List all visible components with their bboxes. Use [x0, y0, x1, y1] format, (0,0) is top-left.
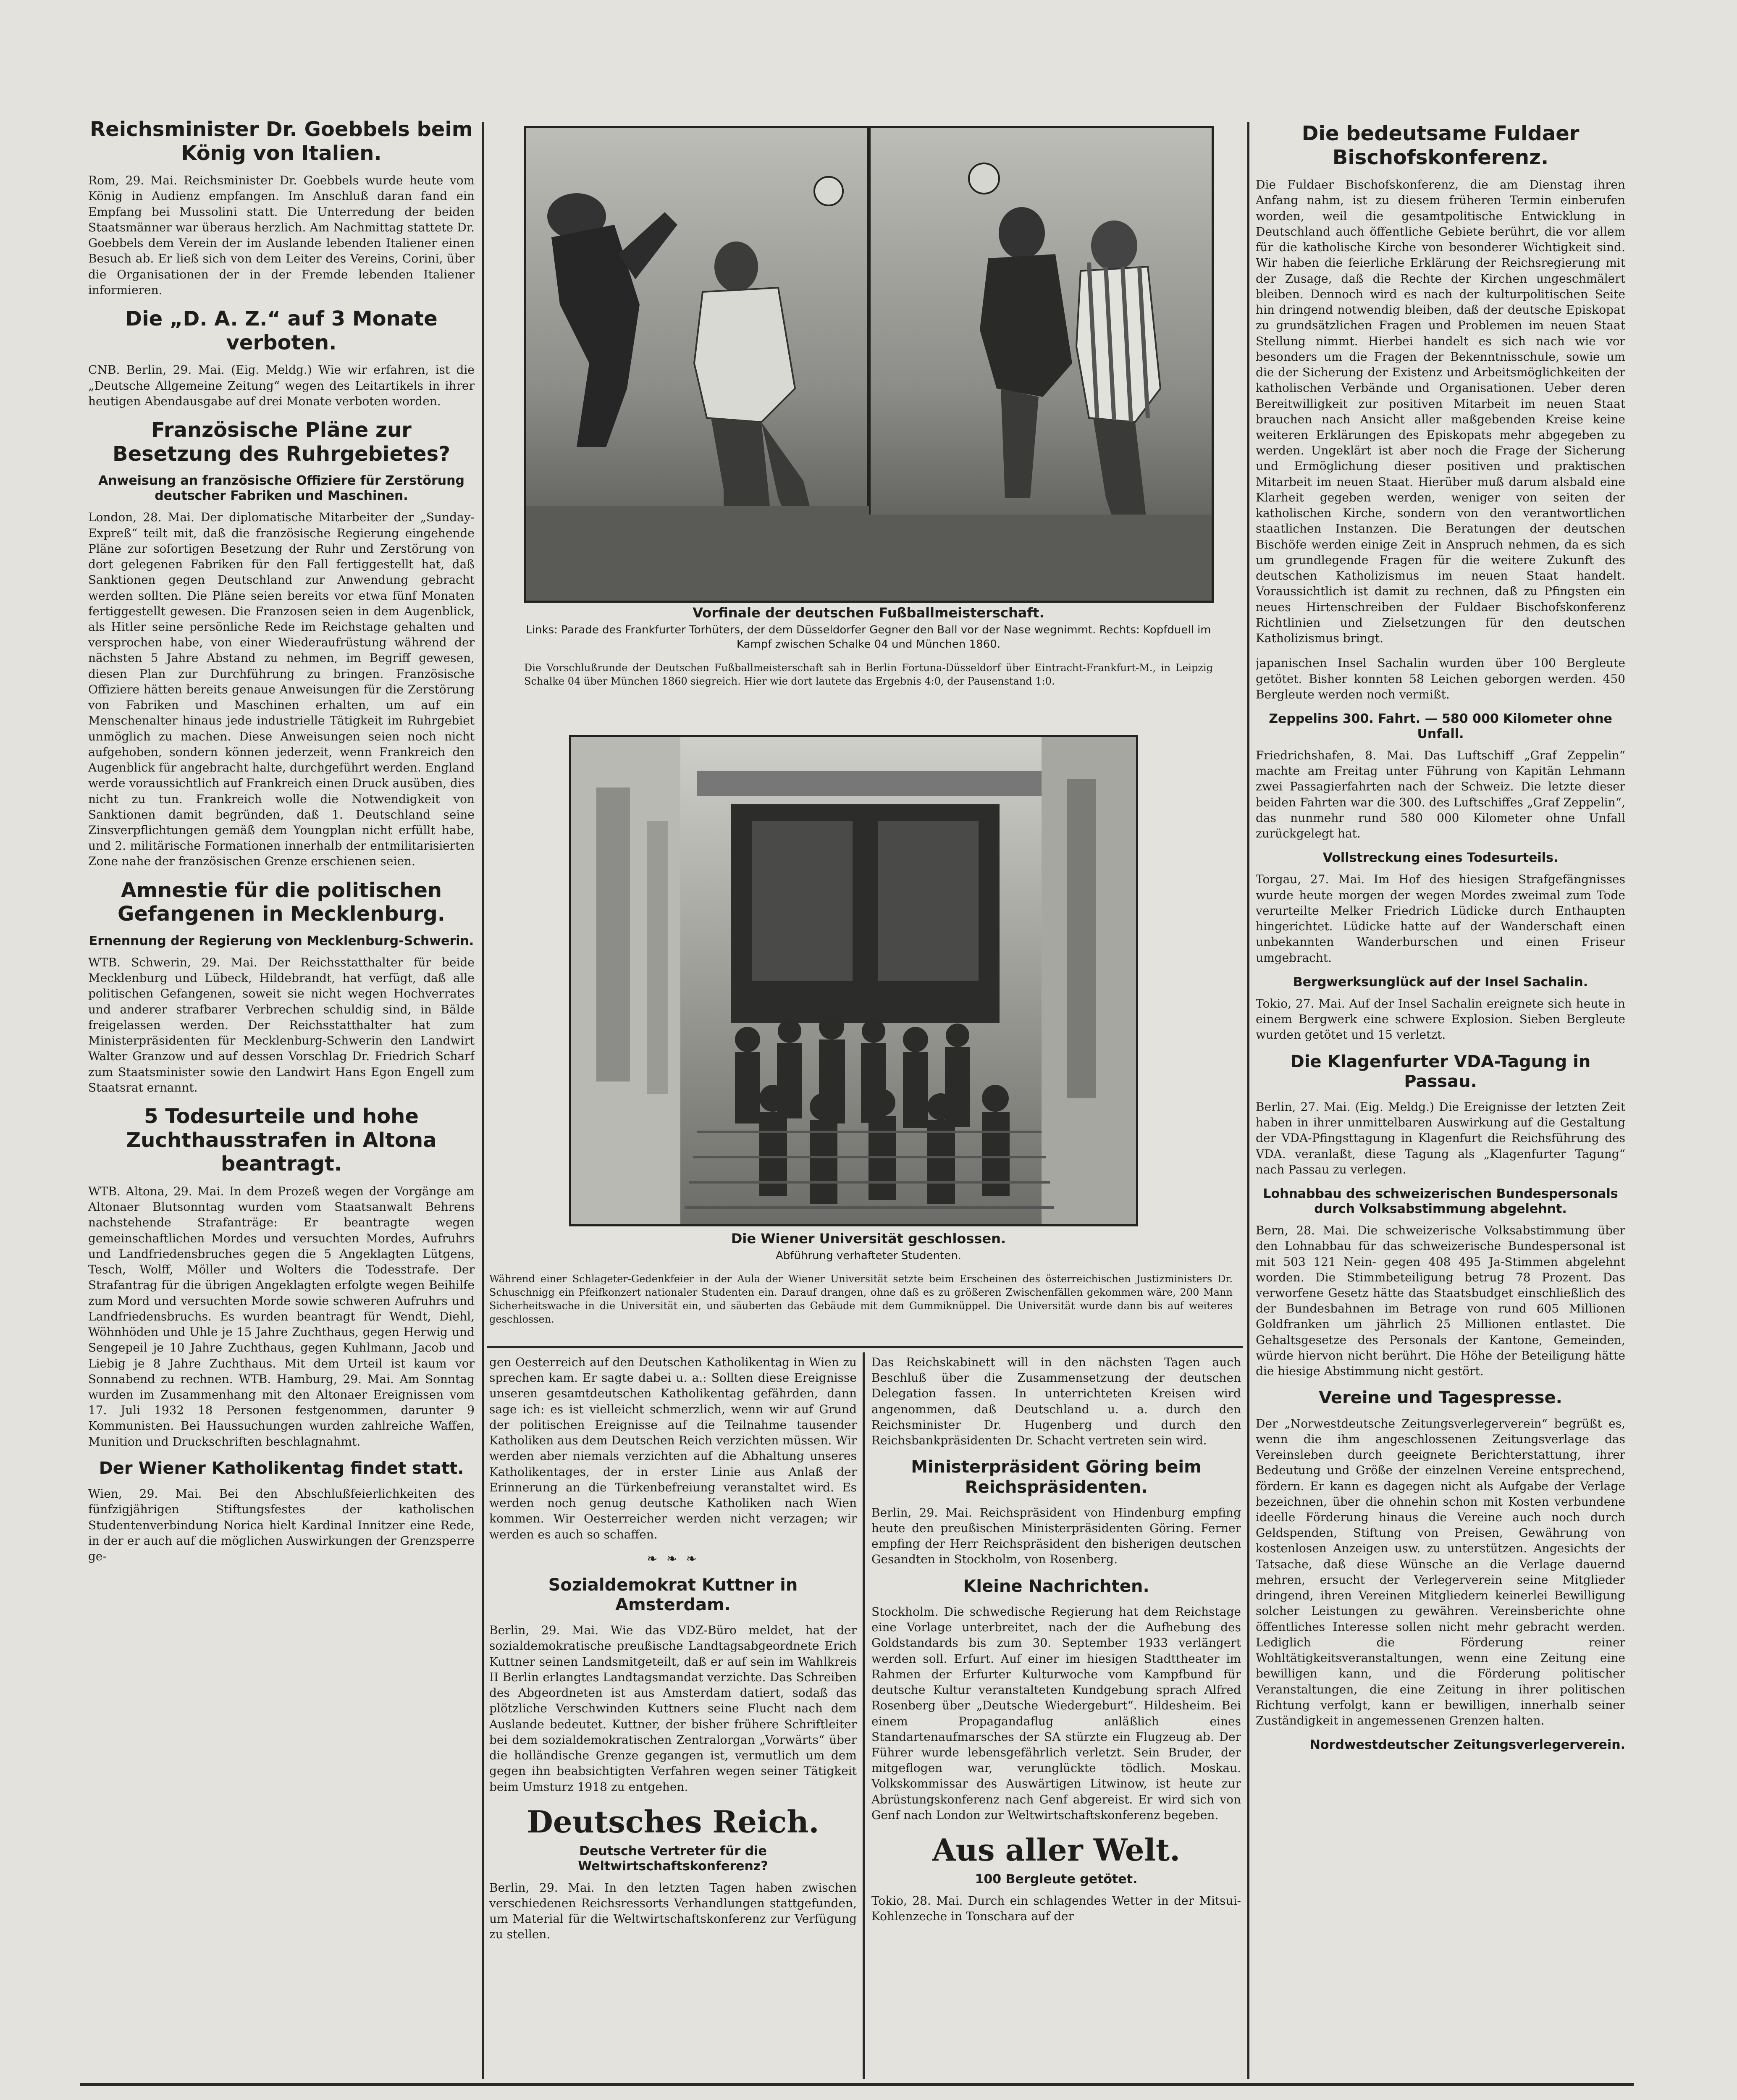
daz-body: CNB. Berlin, 29. Mai. (Eig. Meldg.) Wie wir erfahren, ist die „Deutsche Allgemeine Zeitung“ wegen des Leitartikels in ihrer heutigen Abendausgabe auf drei Monate verboten worden.: [88, 363, 475, 408]
kleine-nachrichten-body: Stockholm. Die schwedische Regierung hat dem Reichstage eine Vorlage unterbreitet, nach der die Aufhebung des Goldstandards bis zum 30. September 1933 verlängert werden soll. Erfurt. Auf einer im hiesigen Stadttheater im Rahmen der Erfurter Kulturwoche vom Kampfbund für deutsche Kultur veranstalteten Kundgebung sprach Alfred Rosenberg über „Deutsche Wiedergeburt“. Hildesheim. Bei einem Propagandaflug anläßlich eines Standartenaufmarsches der SA stürzte ein Flugzeug ab. Der Führer wurde lebensgefährlich verletzt. Sein Bruder, der mitgeflogen war, verunglückte tödlich. Moskau. Volkskommissar des Auswärtigen Litwinow, ist heute zur Abrüstungskonferenz nach Genf abgereist. Er wird sich von Genf nach London zur Weltwirtschaftskonferenz begeben.: [871, 1604, 1241, 1822]
altona-headline: 5 Todesurteile und hohe Zuchthausstrafen in Altona beantragt.: [126, 1105, 437, 1176]
vereine-signature: Nordwestdeutscher Zeitungsverlegerverein.: [1309, 1738, 1625, 1753]
amnestie-headline: Amnestie für die politischen Gefangenen in Mecklenburg.: [118, 878, 445, 926]
weltwirtschaft-body: Berlin, 29. Mai. In den letzten Tagen haben zwischen verschiedenen Reichsressorts Verhandlungen stattgefunden, um Material für die Weltwirtschaftskonferenz zur Verfügung zu stellen.: [489, 1880, 857, 1942]
goebbels-body: Rom, 29. Mai. Reichsminister Dr. Goebbels wurde heute vom König in Audienz empfangen. Im Anschluß daran fand ein Empfang bei Mussolini statt. Die Unterredung der beiden Staatsmänner war überaus herzlich. Am Nachmittag stattete Dr. Goebbels dem Verein der im Auslande lebenden Italiener einen Besuch ab. Er ließ sich von dem Leiter des Vereins, Corini, über die Organisationen der in der Fremde lebenden Italiener informieren.: [88, 173, 475, 297]
zeppelin-headline: Zeppelins 300. Fahrt. — 580 000 Kilometer ohne Unfall.: [1269, 711, 1612, 741]
football-photo: [524, 126, 1214, 603]
column-1: [88, 118, 475, 2079]
amnestie-body: WTB. Schwerin, 29. Mai. Der Reichsstatthalter für beide Mecklenburg und Lübeck, Hildebrandt, hat verfügt, daß alle politischen Gefangenen, soweit sie nicht wegen Hochverrates und anderer strafbarer Verbrechen schuldig sind, in Bälde freigelassen werden. Der Reichsstatthalter hat zum Ministerpräsidenten für Mecklenburg-Schwerin den Landwirt Walter Granzow und auf dessen Vorschlag Dr. Friedrich Scharf zum Staatsminister sowie den Landwirt Hans Egon Engell zum Staatsrat ernannt.: [88, 955, 475, 1095]
goering-body: Berlin, 29. Mai. Reichspräsident von Hindenburg empfing heute den preußischen Ministerpräsidenten Göring. Ferner empfing der Herr Reichspräsident den bisherigen deutschen Gesandten in Stockholm, von Rosenberg.: [871, 1505, 1241, 1567]
bergleute-subhead: 100 Bergleute getötet.: [975, 1872, 1138, 1887]
column-rule: [482, 122, 484, 2079]
goebbels-headline: Reichsminister Dr. Goebbels beim König von Italien.: [90, 118, 473, 165]
football-caption-title: Vorfinale der deutschen Fußballmeisterschaft.: [693, 605, 1044, 621]
caption-rule: [487, 1346, 1243, 1348]
katholikentag-continuation: gen Oesterreich auf den Deutschen Katholikentag in Wien zu sprechen kam. Er sagte dabei u. a.: Sollten diese Ereignisse unseren gesamtdeutschen Katholikentag gefährden, dann sage ich: es ist vielleicht schmerzlich, wenn wir auf Grund der politischen Ereignisse auf die Teilnahme tausender Katholiken aus dem Deutschen Reich verzichten müssen. Wir werden aber niemals verzichten auf die Abhaltung unseres Katholikentages, der in erster Linie aus Anlaß der Erinnerung an die Türkenbefreiung veranstaltet wird. Es werden noch genug deutsche Katholiken nach Wien kommen. Wir Oesterreicher werden nicht verzagen; wir werden es auch so schaffen.: [489, 1355, 857, 1541]
column-3: [871, 1354, 1241, 2077]
ruhr-body: London, 28. Mai. Der diplomatische Mitarbeiter der „Sunday-Expreß“ teilt mit, daß die französische Regierung eingehende Pläne zur sofortigen Besetzung der Ruhr und Zerstörung von dort gelegenen Fabriken für den Fall fertiggestellt hat, daß Sanktionen gegen Deutschland zur Anwendung gebracht werden sollten. Die Pläne seien bereits vor etwa fünf Monaten fertiggestellt gewesen. Die Franzosen seien in dem Augenblick, als Hitler seine persönliche Rede im Reichstage gehalten und versprochen habe, von einer Wiederaufrüstung während der nächsten 5 Jahre Abstand zu nehmen, im Begriff gewesen, diesen Plan zur Durchführung zu bringen. Französische Offiziere hätten bereits genaue Anweisungen für die Zerstörung von Fabriken und Maschinen erhalten, um auf ein Menschenalter hinaus jede industrielle Tätigkeit im Ruhrgebiet unmöglich zu machen. Diese Anweisungen seien noch nicht aufgehoben, sondern können jederzeit, wenn Frankreich den Augenblick für angebracht halte, durchgeführt werden. England werde voraussichtlich auf Frankreich einen Druck ausüben, dies nicht zu tun. Frankreich wolle die Notwendigkeit von Sanktionen damit begründen, daß 1. Deutschland seine Zinsverpflichtungen gemäß dem Youngplan nicht erfüllt habe, und 2. militärische Formationen innerhalb der entmilitarisierten Zone nahe der französischen Grenze erschienen seien.: [88, 510, 475, 869]
vereine-body: Der „Norwestdeutsche Zeitungsverlegerverein“ begrüßt es, wenn die ihm angeschlossenen Zeitungsverlage das Vereinsleben durch geeignete Berichterstattung, ihrer Bedeutung und Größe der einzelnen Vereine entsprechend, fördern. Er kann es dagegen nicht als Aufgabe der Verlage bezeichnen, über die ohnehin schon mit Kosten verbundene ideelle Förderung hinaus die Vereine auch noch durch Geldspenden, Stiftung von Preisen, Gewährung von kostenlosen Anzeigen usw. zu unterstützen. Angesichts der Tatsache, daß diese Wünsche an die Verlage dauernd mehren, ersucht der Verlegerverein seine Mitglieder dringend, ihren Vereinen Mitgliedern keinerlei Bewilligung solcher Leistungen zu gewähren. Vereinsberichte ohne öffentliches Interesse sollen nicht mehr gebracht werden. Lediglich die Förderung reiner Wohltätigkeitsveranstaltungen, wenn eine Zeitung eine bewilligen kann, und die Förderung politischer Veranstaltungen, die eine Zeitung in ihrer politischen Richtung verfolgt, kann er bewilligen, innerhalb seiner Zuständigkeit in angemessenen Grenzen halten.: [1256, 1416, 1625, 1728]
kleine-nachrichten-headline: Kleine Nachrichten.: [963, 1576, 1149, 1596]
column-2: [489, 1354, 857, 2077]
aus-aller-welt-title: Aus aller Welt.: [932, 1832, 1181, 1868]
vda-body: Berlin, 27. Mai. (Eig. Meldg.) Die Ereignisse der letzten Zeit haben in ihrer unmittelbaren Auswirkung auf die Gestaltung der VDA-Pfingsttagung in Klagenfurt die Reichsführung des VDA. veranlaßt, diese Tagung als „Klagenfurter Tagung“ nach Passau zu verlegen.: [1256, 1100, 1625, 1176]
todesurteil-headline: Vollstreckung eines Todesurteils.: [1322, 850, 1559, 866]
ornament-divider: ❧ ❧ ❧: [647, 1551, 699, 1566]
ruhr-headline: Französische Pläne zur Besetzung des Ruhrgebietes?: [113, 418, 450, 466]
football-photo-image: [526, 128, 1212, 601]
lohnabbau-body: Bern, 28. Mai. Die schweizerische Volksabstimmung über den Lohnabbau für das schweizerische Bundespersonal ist mit 503 121 Nein- gegen 408 495 Ja-Stimmen abgelehnt worden. Die Stimmbeteiligung betrug 78 Prozent. Das verworfene Gesetz hätte das Staatsbudget einschließlich des der Bundesbahnen im Betrage von rund 605 Millionen Goldfranken um jährlich 25 Millionen entlastet. Die Gehaltsgesetze des Personals der Kantone, Gemeinden, würde hiervon nicht berührt. Die Höhe der Beteiligung hätte die hiesige Abstimmung nicht gestört.: [1256, 1223, 1625, 1378]
zeppelin-body: Friedrichshafen, 8. Mai. Das Luftschiff „Graf Zeppelin“ machte am Freitag unter Führung von Kapitän Lehmann zwei Passagierfahrten nach der Schweiz. Die letzte dieser beiden Fahrten war die 300. des Luftschiffes „Graf Zeppelin“, das nunmehr rund 580 000 Kilometer ohne Unfall zurückgelegt hat.: [1256, 748, 1625, 841]
bergwerksunglueck-headline: Bergwerksunglück auf der Insel Sachalin.: [1293, 974, 1588, 990]
column-4: [1256, 122, 1625, 2079]
bergleute-body: Tokio, 28. Mai. Durch ein schlagendes Wetter in der Mitsui-Kohlenzeche in Tonschara auf der: [871, 1894, 1241, 1924]
university-photo: [569, 735, 1138, 1226]
sachalin-continuation: japanischen Insel Sachalin wurden über 100 Bergleute getötet. Bisher konnten 58 Leichen geborgen werden. 450 Bergleute werden noch vermißt.: [1256, 656, 1625, 701]
university-caption-title: Die Wiener Universität geschlossen.: [731, 1231, 1006, 1247]
column-rule: [1247, 122, 1249, 2079]
bergwerksunglueck-body: Tokio, 27. Mai. Auf der Insel Sachalin ereignete sich heute in einem Bergwerk eine schwere Explosion. Sieben Bergleute wurden getötet und 15 verletzt.: [1256, 996, 1625, 1042]
kuttner-body: Berlin, 29. Mai. Wie das VDZ-Büro meldet, hat der sozialdemokratische preußische Landtagsabgeordnete Erich Kuttner seinen Landsmitgeteilt, daß er auf sein im Wahlkreis II Berlin erlangtes Landtagsmandat verzichte. Das Schreiben des Abgeordneten ist aus Amsterdam datiert, sodaß das plötzliche Verschwinden Kuttners seine Flucht nach dem Auslande bedeutet. Kuttner, der bisher frühere Schriftleiter bei dem sozialdemokratischen Zentralorgan „Vorwärts“ über die holländische Grenze gegangen ist, vermutlich um dem gegen ihn beabsichtigten Verfahren wegen seiner Tätigkeit beim Umsturz 1918 zu entgehen.: [489, 1623, 857, 1794]
fulda-headline: Die bedeutsame Fuldaer Bischofskonferenz.: [1301, 122, 1580, 169]
weltwirtschaft-continuation: Das Reichskabinett will in den nächsten Tagen auch Beschluß über die Zusammensetzung der deutschen Delegation fassen. In unterrichteten Kreisen wird angenommen, daß Deutschland u. a. durch den Reichsminister Dr. Hugenberg und durch den Reichsbankpräsidenten Dr. Schacht vertreten sein wird.: [871, 1355, 1241, 1448]
daz-headline: Die „D. A. Z.“ auf 3 Monate verboten.: [125, 307, 438, 354]
katholikentag-headline: Der Wiener Katholikentag findet statt.: [99, 1458, 464, 1478]
todesurteil-body: Torgau, 27. Mai. Im Hof des hiesigen Strafgefängnisses wurde heute morgen der wegen Mordes zweimal zum Tode verurteilte Melker Friedrich Lüdicke durch Enthaupten hingerichtet. Lüdicke hatte auf der Wanderschaft einen unbekannten Wanderburschen und einen Friseur umgebracht.: [1256, 872, 1625, 965]
university-caption-subtitle: Abführung verhafteter Studenten.: [776, 1250, 961, 1262]
fulda-body: Die Fuldaer Bischofskonferenz, die am Dienstag ihren Anfang nahm, ist zu diesem früheren Termin einberufen worden, weil die gesamtpolitische Entwicklung in Deutschland auch öffentliche Gebiete berührt, die vor allem für die katholische Kirche von besonderer Wichtigkeit sind. Wir haben die feierliche Erklärung der Reichsregierung mit der Zusage, daß die Rechte der Kirchen ungeschmälert bleiben. Dennoch wird es nach der kulturpolitischen Seite hin dringend notwendig bleiben, daß der deutsche Episkopat zu grundsätzlichen Fragen und Problemen im neuen Staat Stellung nimmt. Hierbei handelt es sich nach wie vor besonders um die Fragen der Bekenntnisschule, sowie um die der Sicherung der Existenz und Arbeitsmöglichkeiten der katholischen Verbände und Organisationen. Ueber deren Bereitwilligkeit zur positiven Mitarbeit im neuen Staat brauchen nach Ansicht aller maßgebenden Kreise keine weiteren Erklärungen des Episkopats mehr abgegeben zu werden. Ungeklärt ist aber noch die Frage der Sicherung und Ermöglichung dieser positiven und praktischen Mitarbeit im neuen Staat. Hierüber muß darum alsbald eine Klarheit gegeben werden, weniger von seiten der katholischen Kirche, sondern von den verantwortlichen staatlichen Instanzen. Die Beratungen der deutschen Bischöfe werden einige Zeit in Anspruch nehmen, da es sich um grundlegende Fragen für die weitere Zukunft des deutschen Katholizismus im neuen Staat handelt. Voraussichtlich ist damit zu rechnen, daß zu Pfingsten ein neues Hirtenschreiben der Fuldaer Bischofskonferenz Richtlinien und Zielsetzungen für den deutschen Katholizismus bringt.: [1256, 178, 1625, 646]
column-rule: [863, 1352, 865, 2079]
katholikentag-body: Wien, 29. Mai. Bei den Abschlußfeierlichkeiten des fünfzigjährigen Stiftungsfestes der katholischen Studentenverbindung Norica hielt Kardinal Innitzer eine Rede, in der er auch auf die möglichen Auswirkungen der Grenzsperre ge-: [88, 1487, 475, 1564]
vereine-headline: Vereine und Tagespresse.: [1319, 1388, 1562, 1408]
weltwirtschaft-subhead: Deutsche Vertreter für die Weltwirtschaftskonferenz?: [578, 1843, 768, 1874]
football-caption-subtitle: Links: Parade des Frankfurter Torhüters, der dem Düsseldorfer Gegner den Ball vor der Nase wegnimmt. Rechts: Kopfduell im Kampf zwischen Schalke 04 und München 1860.: [526, 624, 1211, 651]
university-photo-image: [571, 737, 1136, 1224]
ruhr-subhead: Anweisung an französische Offiziere für Zerstörung deutscher Fabriken und Maschinen.: [98, 473, 464, 504]
kuttner-headline: Sozialdemokrat Kuttner in Amsterdam.: [548, 1575, 798, 1614]
page-bottom-rule: [80, 2083, 1634, 2086]
goering-headline: Ministerpräsident Göring beim Reichspräsidenten.: [911, 1457, 1202, 1497]
amnestie-subhead: Ernennung der Regierung von Mecklenburg-Schwerin.: [89, 933, 474, 948]
altona-body: WTB. Altona, 29. Mai. In dem Prozeß wegen der Vorgänge am Altonaer Blutsonntag wurden vom Staatsanwalt Behrens nachstehende Strafanträge: Er beantragte wegen gemeinschaftlichen Mordes und versuchten Mordes, Aufruhrs und Landfriedensbruches gegen die 5 Angeklagten Lütgens, Tesch, Wolff, Möller und Wolters die Todesstrafe. Der Strafantrag für die übrigen Angeklagten erfolgte wegen Beihilfe zum Mord und versuchten Morde sowie schweren Aufruhrs und Landfriedensbruchs. Es wurden beantragt für Wendt, Diehl, Wöhnhöden und Uhle je 15 Jahre Zuchthaus, gegen Herwig und Sengepeil je 10 Jahre Zuchthaus, gegen Kuhlmann, Jacob und Liebig je 8 Jahre Zuchthaus. Mit dem Urteil ist kaum vor Sonnabend zu rechnen. WTB. Hamburg, 29. Mai. Am Sonntag wurden im Zusammenhang mit den Altonaer Ereignissen vom 17. Juli 1932 18 Personen festgenommen, darunter 9 Kommunisten. Bei Haussuchungen wurden zahlreiche Waffen, Munition und Druckschriften beschlagnahmt.: [88, 1184, 475, 1449]
football-caption-body: Die Vorschlußrunde der Deutschen Fußballmeisterschaft sah in Berlin Fortuna-Düsseldorf über Eintracht-Frankfurt-M., in Leipzig Schalke 04 über München 1860 siegreich. Hier wie dort lautete das Ergebnis 4:0, der Pausenstand 1:0.: [524, 662, 1213, 687]
deutsches-reich-title: Deutsches Reich.: [527, 1803, 819, 1840]
vda-headline: Die Klagenfurter VDA-Tagung in Passau.: [1290, 1052, 1591, 1091]
university-caption-body: Während einer Schlageter-Gedenkfeier in der Aula der Wiener Universität setzte beim Erscheinen des österreichischen Justizministers Dr. Schuschnigg ein Pfeifkonzert nationaler Studenten ein. Darauf drangen, ohne daß es zu größeren Zwischenfällen gekommen wäre, 200 Mann Sicherheitswache in die Universität ein, und säuberten das Gebäude mit dem Gummiknüppel. Die Universität wurde dann bis auf weiteres geschlossen.: [489, 1273, 1233, 1325]
lohnabbau-headline: Lohnabbau des schweizerischen Bundespersonals durch Volksabstimmung abgelehnt.: [1263, 1186, 1618, 1217]
